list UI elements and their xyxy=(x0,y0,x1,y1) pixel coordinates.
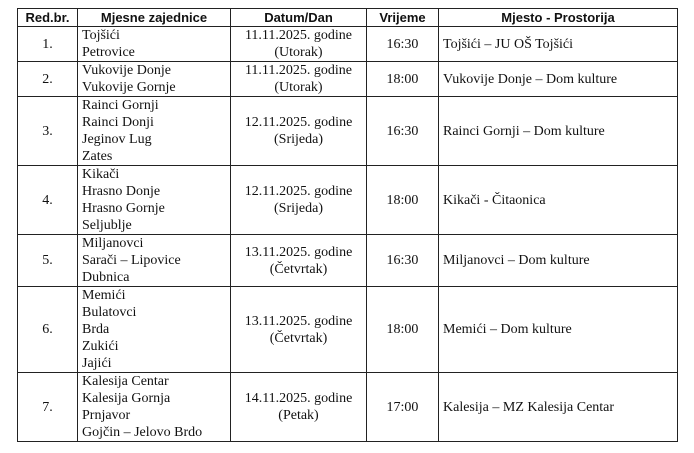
places-cell xyxy=(78,235,231,287)
location-cell: Kalesija – MZ Kalesija Centar xyxy=(439,373,678,442)
location-cell: Tojšići – JU OŠ Tojšići xyxy=(439,27,678,62)
day-text: (Petak) xyxy=(278,408,319,423)
date-text: 11.11.2025. godine xyxy=(244,28,353,43)
day-text: (Četvrtak) xyxy=(269,330,328,346)
header-red-br: Red.br. xyxy=(18,9,78,27)
time-cell: 18:00 xyxy=(367,287,439,373)
place-name: Zukići xyxy=(82,339,119,354)
place-name: Hrasno Donje xyxy=(82,184,161,199)
row-number: 7. xyxy=(18,373,78,442)
row-number: 4. xyxy=(18,166,78,235)
date-text: 14.11.2025. godine xyxy=(244,391,353,406)
place-name: Gojčin – Jelovo Brdo xyxy=(82,425,203,440)
place-name: Petrovice xyxy=(82,45,135,60)
location-cell: Memići – Dom kulture xyxy=(439,287,678,373)
table-row xyxy=(18,97,678,166)
place-name: Rainci Donji xyxy=(82,115,154,130)
places-cell xyxy=(78,97,231,166)
place-name: Zates xyxy=(82,149,113,164)
place-name: Vukovije Donje xyxy=(82,63,171,78)
table-row xyxy=(18,373,678,442)
time-cell: 16:30 xyxy=(367,235,439,287)
time-cell: 17:00 xyxy=(367,373,439,442)
place-name: Dubnica xyxy=(82,270,130,285)
row-number: 6. xyxy=(18,287,78,373)
place-name: Sarači – Lipovice xyxy=(82,253,181,268)
table-row xyxy=(18,287,678,373)
location-cell: Vukovije Donje – Dom kulture xyxy=(439,62,678,97)
row-number: 3. xyxy=(18,97,78,166)
date-cell xyxy=(231,235,367,287)
header-vrijeme: Vrijeme xyxy=(367,9,439,27)
date-text: 13.11.2025. godine xyxy=(244,313,353,329)
schedule-body xyxy=(18,27,678,442)
place-name: Kikači xyxy=(82,167,120,182)
day-text: (Srijeda) xyxy=(274,132,323,147)
location-cell: Rainci Gornji – Dom kulture xyxy=(439,97,678,166)
time-cell: 16:30 xyxy=(367,27,439,62)
table-row xyxy=(18,166,678,235)
header-datum-dan: Datum/Dan xyxy=(231,9,367,27)
place-name: Rainci Gornji xyxy=(82,98,159,113)
day-text: (Četvrtak) xyxy=(269,261,328,277)
day-text: (Srijeda) xyxy=(274,201,323,216)
place-name: Bulatovci xyxy=(82,305,137,320)
date-text: 12.11.2025. godine xyxy=(244,115,353,130)
place-name: Vukovije Gornje xyxy=(82,80,176,95)
place-name: Hrasno Gornje xyxy=(82,201,165,216)
date-text: 11.11.2025. godine xyxy=(244,63,353,78)
date-cell xyxy=(231,287,367,373)
place-name: Brda xyxy=(82,322,110,337)
place-name: Tojšići xyxy=(82,28,120,43)
place-name: Jajići xyxy=(82,356,112,371)
location-cell: Miljanovci – Dom kulture xyxy=(439,235,678,287)
places-cell xyxy=(78,62,231,97)
place-name: Memići xyxy=(82,288,126,303)
place-name: Kalesija Gornja xyxy=(82,391,171,406)
day-text: (Utorak) xyxy=(274,45,323,60)
date-text: 13.11.2025. godine xyxy=(244,244,353,260)
table-row xyxy=(18,27,678,62)
header-mjesto-prostorija: Mjesto - Prostorija xyxy=(439,9,678,27)
date-cell xyxy=(231,62,367,97)
time-cell: 18:00 xyxy=(367,166,439,235)
date-text: 12.11.2025. godine xyxy=(244,184,353,199)
location-cell: Kikači - Čitaonica xyxy=(439,166,678,235)
time-cell: 16:30 xyxy=(367,97,439,166)
row-number: 5. xyxy=(18,235,78,287)
day-text: (Utorak) xyxy=(274,80,323,95)
place-name: Miljanovci xyxy=(82,236,144,251)
places-cell xyxy=(78,287,231,373)
row-number: 2. xyxy=(18,62,78,97)
table-row xyxy=(18,62,678,97)
header-row xyxy=(18,9,678,27)
table-row xyxy=(18,235,678,287)
place-name: Prnjavor xyxy=(82,408,131,423)
places-cell xyxy=(78,27,231,62)
date-cell xyxy=(231,97,367,166)
date-cell xyxy=(231,166,367,235)
place-name: Jeginov Lug xyxy=(82,132,152,147)
date-cell xyxy=(231,373,367,442)
date-cell xyxy=(231,27,367,62)
places-cell xyxy=(78,166,231,235)
schedule-table xyxy=(17,8,678,442)
time-cell: 18:00 xyxy=(367,62,439,97)
place-name: Seljublje xyxy=(82,218,132,233)
header-mjesne-zajednice: Mjesne zajednice xyxy=(78,9,231,27)
places-cell xyxy=(78,373,231,442)
place-name: Kalesija Centar xyxy=(82,374,169,389)
row-number: 1. xyxy=(18,27,78,62)
